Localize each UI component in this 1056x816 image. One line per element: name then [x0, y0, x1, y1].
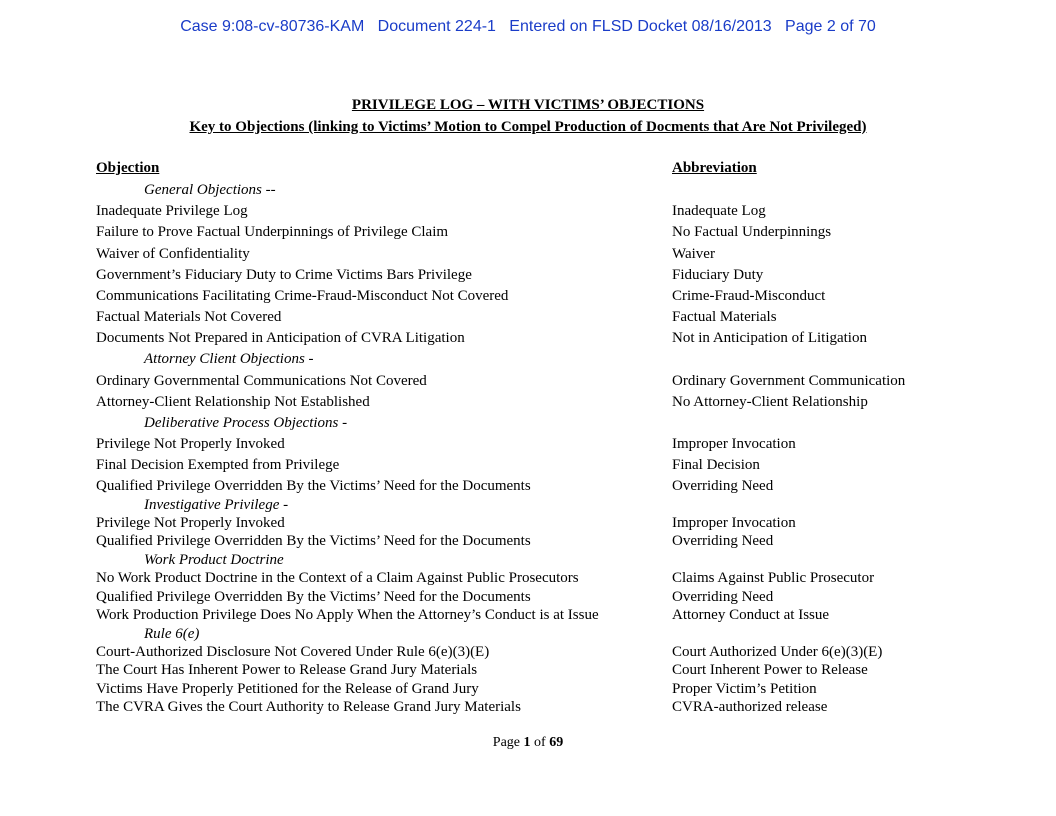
section-heading: Work Product Doctrine: [144, 552, 284, 568]
objection-text: Court-Authorized Disclosure Not Covered Under Rule 6(e)(3)(E): [96, 644, 490, 660]
objection-text: Communications Facilitating Crime-Fraud-Misconduct Not Covered: [96, 288, 509, 304]
stamp-document: Document 224-1: [377, 18, 496, 35]
objection-text: Final Decision Exempted from Privilege: [96, 457, 340, 473]
table-row: [96, 393, 976, 411]
table-row: [96, 435, 976, 453]
table-row: [96, 245, 976, 263]
table-row: [96, 532, 976, 550]
abbreviation-text: Claims Against Public Prosecutor: [672, 570, 875, 586]
table-row: [96, 643, 976, 661]
objection-text: Ordinary Governmental Communications Not Covered: [96, 373, 427, 389]
objection-text: Failure to Prove Factual Underpinnings of Privilege Claim: [96, 224, 449, 240]
objection-text: The CVRA Gives the Court Authority to Release Grand Jury Materials: [96, 699, 521, 715]
abbreviation-column-header: Abbreviation: [672, 160, 757, 176]
footer-of-word: of: [534, 735, 546, 750]
footer-total-pages: 69: [549, 735, 564, 750]
abbreviation-text: Court Inherent Power to Release: [672, 662, 868, 678]
objection-text: Documents Not Prepared in Anticipation of CVRA Litigation: [96, 330, 465, 346]
abbreviation-text: Court Authorized Under 6(e)(3)(E): [672, 644, 883, 660]
objection-text: Waiver of Confidentiality: [96, 246, 250, 262]
table-row: [96, 661, 976, 679]
objection-text: Victims Have Properly Petitioned for the Release of Grand Jury: [96, 681, 479, 697]
table-row: [96, 680, 976, 698]
table-row: [96, 287, 976, 305]
abbreviation-text: Overriding Need: [672, 533, 774, 549]
abbreviation-text: CVRA-authorized release: [672, 699, 828, 715]
table-row: [96, 266, 976, 284]
table-row: [96, 372, 976, 390]
document-subtitle: Key to Objections (linking to Victims’ Motion to Compel Production of Docments that Are Not Privileged): [189, 119, 867, 135]
section-heading-row: [96, 551, 976, 569]
table-row: [96, 308, 976, 326]
footer-page-word: Page: [492, 735, 521, 750]
stamp-page: Page 2 of 70: [785, 18, 876, 35]
objection-text: Work Production Privilege Does No Apply When the Attorney’s Conduct is at Issue: [96, 607, 599, 623]
docket-stamp: [0, 18, 1056, 36]
section-heading: Deliberative Process Objections -: [144, 415, 348, 431]
abbreviation-text: Fiduciary Duty: [672, 267, 764, 283]
abbreviation-text: Waiver: [672, 246, 715, 262]
objection-text: No Work Product Doctrine in the Context of a Claim Against Public Prosecutors: [96, 570, 579, 586]
abbreviation-text: Crime-Fraud-Misconduct: [672, 288, 826, 304]
table-row: [96, 698, 976, 716]
footer-current-page: 1: [523, 735, 531, 750]
section-heading: General Objections --: [144, 182, 276, 198]
abbreviation-text: Improper Invocation: [672, 436, 796, 452]
table-row: [96, 569, 976, 587]
objection-text: The Court Has Inherent Power to Release Grand Jury Materials: [96, 662, 478, 678]
abbreviation-text: Overriding Need: [672, 589, 774, 605]
objection-text: Qualified Privilege Overridden By the Victims’ Need for the Documents: [96, 478, 531, 494]
table-row: [96, 477, 976, 495]
table-row: [96, 588, 976, 606]
document-title: PRIVILEGE LOG – WITH VICTIMS’ OBJECTIONS: [351, 97, 705, 113]
table-row: [96, 606, 976, 624]
abbreviation-text: Proper Victim’s Petition: [672, 681, 817, 697]
objection-text: Inadequate Privilege Log: [96, 203, 248, 219]
abbreviation-text: Inadequate Log: [672, 203, 766, 219]
abbreviation-text: Overriding Need: [672, 478, 774, 494]
table-row: [96, 456, 976, 474]
objection-text: Qualified Privilege Overridden By the Victims’ Need for the Documents: [96, 533, 531, 549]
abbreviation-text: No Attorney-Client Relationship: [672, 394, 868, 410]
objection-text: Privilege Not Properly Invoked: [96, 436, 285, 452]
abbreviation-text: Factual Materials: [672, 309, 777, 325]
table-row: [96, 202, 976, 220]
section-heading-row: [96, 181, 976, 199]
section-heading-row: [96, 496, 976, 514]
table-row: [96, 514, 976, 532]
objection-text: Qualified Privilege Overridden By the Victims’ Need for the Documents: [96, 589, 531, 605]
objection-text: Privilege Not Properly Invoked: [96, 515, 285, 531]
page-footer: [0, 735, 1056, 751]
section-heading: Attorney Client Objections -: [144, 351, 314, 367]
objection-text: Attorney-Client Relationship Not Established: [96, 394, 370, 410]
section-heading-row: [96, 350, 976, 368]
objection-text: Factual Materials Not Covered: [96, 309, 282, 325]
section-heading-row: [96, 414, 976, 432]
objection-column-header: Objection: [96, 160, 160, 176]
section-heading: Rule 6(e): [144, 626, 200, 642]
table-row: [96, 223, 976, 241]
section-heading: Investigative Privilege -: [144, 497, 289, 513]
abbreviation-text: No Factual Underpinnings: [672, 224, 832, 240]
abbreviation-text: Ordinary Government Communication: [672, 373, 906, 389]
stamp-case: Case 9:08-cv-80736-KAM: [180, 18, 365, 35]
stamp-entered: Entered on FLSD Docket 08/16/2013: [509, 18, 772, 35]
section-heading-row: [96, 625, 976, 643]
abbreviation-text: Improper Invocation: [672, 515, 796, 531]
abbreviation-text: Attorney Conduct at Issue: [672, 607, 830, 623]
objection-text: Government’s Fiduciary Duty to Crime Victims Bars Privilege: [96, 267, 472, 283]
table-row: [96, 329, 976, 347]
abbreviation-text: Not in Anticipation of Litigation: [672, 330, 867, 346]
abbreviation-text: Final Decision: [672, 457, 760, 473]
